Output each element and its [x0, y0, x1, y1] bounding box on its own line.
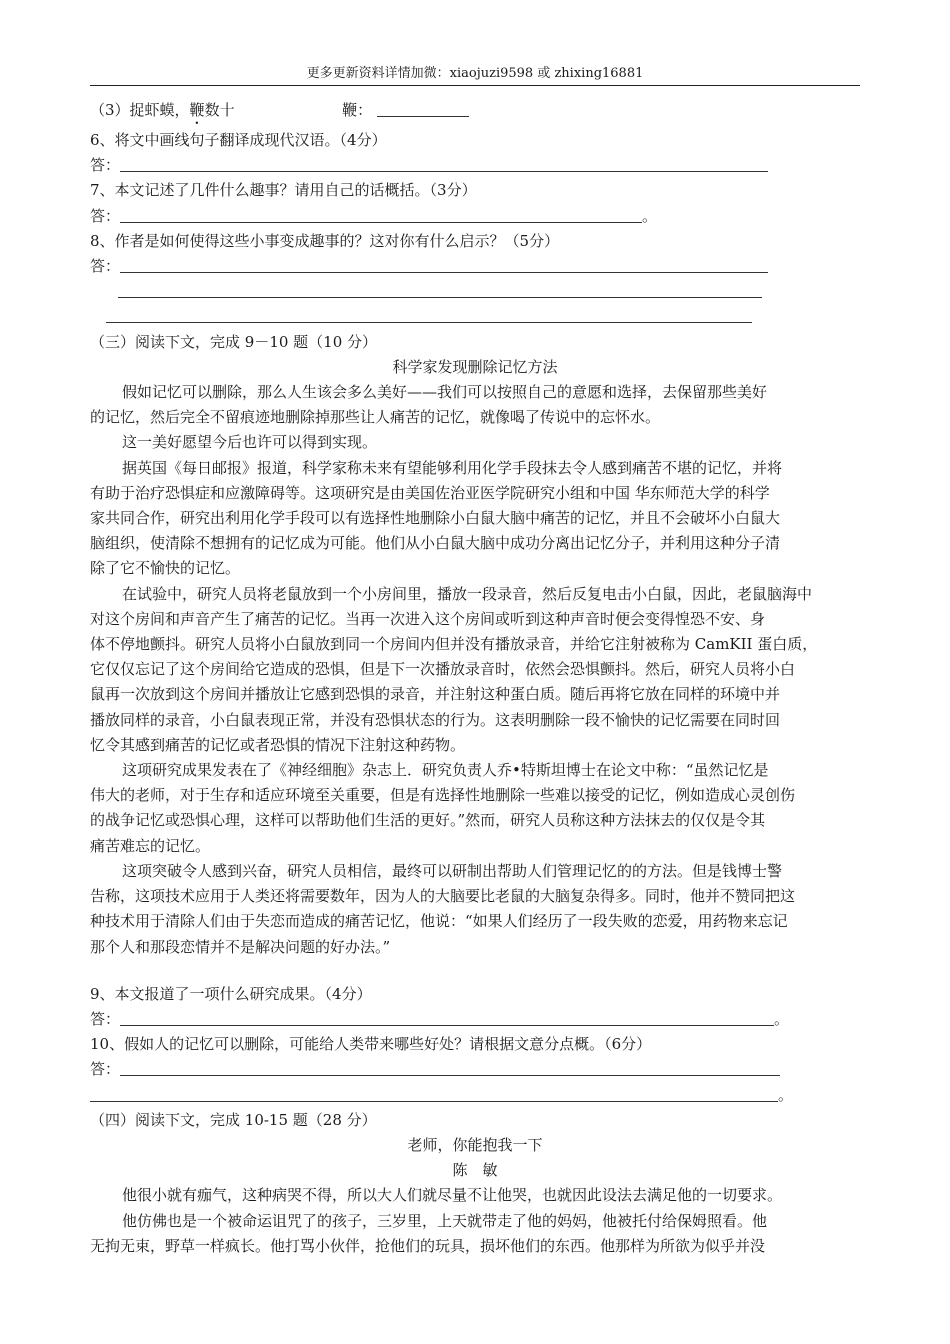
question-10: 10、假如人的记忆可以删除，可能给人类带来哪些好处？请根据文意分点概。（6分）: [90, 1035, 652, 1054]
section-3-title: 科学家发现删除记忆方法: [392, 357, 558, 376]
passage-line: 这项突破令人感到兴奋，研究人员相信，最终可以研制出帮助人们管理记忆的的方法。但是钱博士警: [122, 861, 783, 880]
passage-line: 在试验中，研究人员将老鼠放到一个小房间里，播放一段录音，然后反复电击小白鼠，因此，老鼠脑海中: [122, 584, 813, 603]
answer-label: 答：: [90, 257, 121, 276]
q5-3-dotted-char: 鞭: [189, 101, 205, 119]
passage-line: 他仿佛也是一个被命运诅咒了的孩子，三岁里，上天就带走了他的妈妈，他被托付给保姆照看。他: [122, 1211, 768, 1230]
passage-line: 种技术用于清除人们由于失恋而造成的痛苦记忆，他说：“如果人们经历了一段失败的恋爱，用药物来忘记: [90, 912, 788, 931]
document-body: [90, 98, 860, 1259]
answer-label: 答：: [90, 1060, 121, 1079]
q5-3-suffix: 数十: [204, 101, 235, 119]
question-5-3: [90, 98, 860, 128]
passage-line: 播放同样的录音，小白鼠表现正常，并没有恐惧状态的行为。这表明删除一段不愉快的记忆需要在同时回: [90, 710, 781, 729]
answer-end: 。: [642, 206, 658, 225]
answer-blank[interactable]: [106, 308, 752, 323]
passage-line: 假如记忆可以删除，那么人生该会多么美好——我们可以按照自己的意愿和选择，去保留那些美好: [122, 383, 768, 402]
passage-line: 痛苦难忘的记忆。: [90, 836, 211, 855]
question-7: 7、本文记述了几件什么趣事？请用自己的话概括。（3分）: [90, 181, 477, 200]
passage-line: 体不停地颤抖。研究人员将小白鼠放到同一个房间内但并没有播放录音，并给它注射被称为 CamKII 蛋白质，: [90, 635, 818, 654]
answer-blank[interactable]: [118, 283, 762, 298]
passage-line: 这项研究成果发表在了《神经细胞》杂志上．研究负责人乔•特斯坦博士在论文中称：“虽然记忆是: [122, 761, 769, 780]
question-8-answer-line: [90, 254, 860, 279]
section-4-author: 陈 敏: [452, 1161, 498, 1180]
answer-label: 答：: [90, 1009, 121, 1028]
passage-line: 的战争记忆或恐惧心理，这样可以帮助他们生活的更好。”然而，研究人员称这种方法抹去的仅仅是令其: [90, 811, 766, 830]
q5-3-word: 鞭：: [342, 101, 373, 119]
passage-line: 脑组织，使清除不想拥有的记忆成为可能。他们从小白鼠大脑中成功分离出记忆分子，并利用这种分子清: [90, 534, 781, 553]
passage-line: 那个人和那段恋情并不是解决问题的好办法。”: [90, 937, 391, 956]
question-6: 6、将文中画线句子翻译成现代汉语。（4分）: [90, 131, 387, 149]
question-9-answer-line: [90, 1007, 860, 1032]
passage-line: 家共同合作，研究出利用化学手段可以有选择性地删除小白鼠大脑中痛苦的记忆，并且不会破坏小白鼠大: [90, 509, 781, 528]
passage-line: 有助于治疗恐惧症和应激障碍等。这项研究是由美国佐治亚医学院研究小组和中国 华东师范大学的科学: [90, 483, 770, 502]
answer-blank[interactable]: [120, 1061, 780, 1076]
question-8-answer-line-2: [90, 279, 860, 304]
passage-line: 的记忆，然后完全不留痕迹地删除掉那些让人痛苦的记忆，就像喝了传说中的忘怀水。: [90, 408, 661, 427]
answer-end: 。: [774, 1009, 790, 1028]
passage-line: 告称，这项技术应用于人类还将需要数年，因为人的大脑要比老鼠的大脑复杂得多。同时，他并不赞同把这: [90, 887, 796, 906]
passage-line: 除了它不愉快的记忆。: [90, 559, 241, 578]
passage-line: 据英国《每日邮报》报道，科学家称未来有望能够利用化学手段抹去令人感到痛苦不堪的记忆，并将: [122, 458, 783, 477]
question-8: 8、作者是如何使得这些小事变成趣事的？这对你有什么启示？（5分）: [90, 231, 560, 250]
question-8-answer-line-3: [90, 304, 860, 329]
section-4-passage: [90, 1183, 860, 1259]
answer-blank[interactable]: [90, 1087, 778, 1102]
answer-blank[interactable]: [120, 1011, 774, 1026]
passage-line: 他很小就有痂气，这种病哭不得，所以大人们就尽量不让他哭，也就因此设法去满足他的一切要求。: [122, 1186, 783, 1205]
passage-line: 无拘无束，野草一样疯长。他打骂小伙伴，抢他们的玩具，损坏他们的东西。他那样为所欲为似乎并没: [90, 1236, 766, 1255]
answer-end: 。: [778, 1085, 794, 1104]
passage-line: 它仅仅忘记了这个房间给它造成的恐惧，但是下一次播放录音时，依然会恐惧颤抖。然后，研究人员将小白: [90, 660, 796, 679]
passage-line: 鼠再一次放到这个房间并播放让它感到恐惧的录音，并注射这种蛋白质。随后再将它放在同样的环境中并: [90, 685, 781, 704]
answer-blank[interactable]: [120, 157, 768, 172]
answer-blank[interactable]: [120, 208, 642, 223]
q5-3-answer-blank[interactable]: [377, 102, 469, 117]
question-6-answer-line: [90, 153, 860, 178]
passage-line: 对这个房间和声音产生了痛苦的记忆。当再一次进入这个房间或听到这种声音时便会变得惶恐不安、身: [90, 609, 766, 628]
spacer: [90, 960, 860, 982]
question-7-answer-line: [90, 204, 860, 229]
passage-line: 忆令其感到痛苦的记忆或者恐惧的情况下注射这种药物。: [90, 735, 466, 754]
question-9: 9、本文报道了一项什么研究成果。（4分）: [90, 984, 372, 1003]
section-3-passage: [90, 380, 860, 960]
answer-blank[interactable]: [120, 258, 768, 273]
question-10-answer-line-2: [90, 1083, 860, 1108]
page-header: 更多更新资料详情加微：xiaojuzi9598 或 zhixing16881: [90, 66, 860, 86]
section-4-heading: （四）阅读下文，完成 10-15 题（28 分）: [90, 1110, 377, 1129]
answer-label: 答：: [90, 156, 121, 175]
answer-label: 答：: [90, 206, 121, 225]
passage-line: 这一美好愿望今后也许可以得到实现。: [122, 433, 378, 452]
question-10-answer-line: [90, 1057, 860, 1082]
section-4-title: 老师，你能抱我一下: [407, 1135, 543, 1154]
passage-line: 伟大的老师，对于生存和适应环境至关重要，但是有选择性地删除一些难以接受的记忆，例如造成心灵创伤: [90, 786, 796, 805]
q5-3-prefix: （3）捉虾蟆，: [90, 101, 190, 119]
section-3-heading: （三）阅读下文，完成 9－10 题（10 分）: [90, 332, 378, 351]
